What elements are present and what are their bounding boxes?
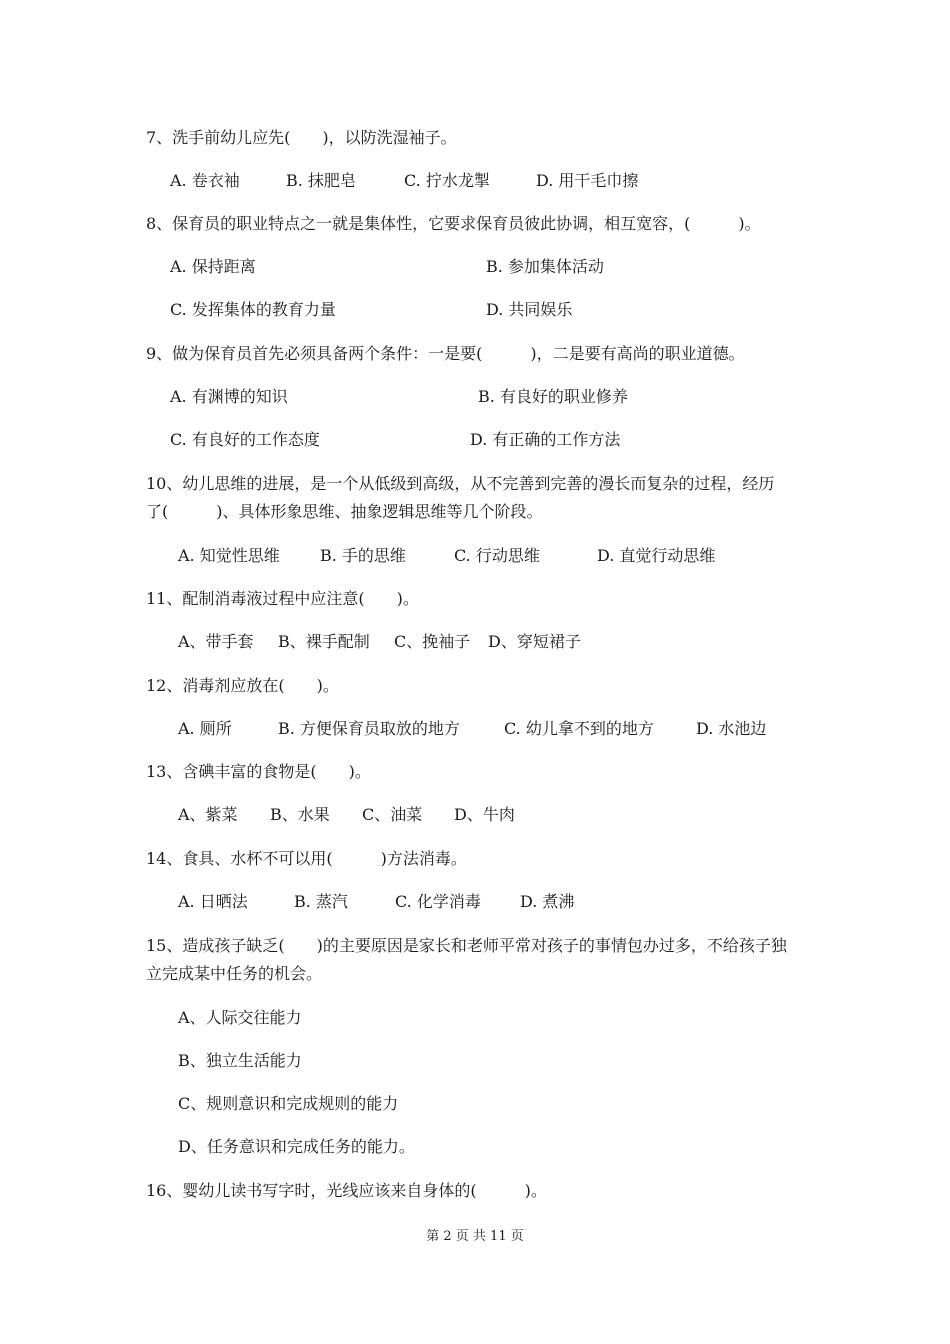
question-7-option-a: A. 卷衣袖 — [170, 171, 240, 190]
question-10-stem-line2: 了( )、具体形象思维、抽象逻辑思维等几个阶段。 — [146, 502, 543, 521]
question-7-option-b: B. 抹肥皂 — [286, 171, 356, 190]
question-9-option-a: A. 有渊博的知识 — [170, 387, 288, 406]
question-10-option-c: C. 行动思维 — [454, 546, 540, 565]
question-9-option-d: D. 有正确的工作方法 — [470, 430, 621, 449]
question-11-option-b: B、裸手配制 — [278, 632, 370, 651]
question-15-stem-line2: 立完成某中任务的机会。 — [146, 964, 323, 983]
question-12-option-b: B. 方便保育员取放的地方 — [278, 719, 460, 738]
question-10-option-b: B. 手的思维 — [320, 546, 406, 565]
question-10-option-d: D. 直觉行动思维 — [597, 546, 716, 565]
question-15-option-b: B、独立生活能力 — [178, 1051, 302, 1070]
question-9-option-b: B. 有良好的职业修养 — [478, 387, 628, 406]
question-9-option-c: C. 有良好的工作态度 — [170, 430, 320, 449]
question-8-option-d: D. 共同娱乐 — [486, 300, 573, 319]
question-12-option-a: A. 厕所 — [178, 719, 232, 738]
question-7-option-d: D. 用干毛巾擦 — [536, 171, 639, 190]
page-footer: 第 2 页 共 11 页 — [426, 1229, 524, 1244]
question-16-stem: 16、婴幼儿读书写字时，光线应该来自身体的( )。 — [146, 1181, 547, 1200]
question-7-stem: 7、洗手前幼儿应先( )，以防洗湿袖子。 — [146, 128, 457, 147]
question-15-stem-line1: 15、造成孩子缺乏( )的主要原因是家长和老师平常对孩子的事情包办过多，不给孩子独 — [146, 936, 787, 955]
question-13-option-c: C、油菜 — [362, 805, 423, 824]
question-14-option-a: A. 日晒法 — [178, 892, 248, 911]
question-8-option-a: A. 保持距离 — [170, 257, 256, 276]
question-10-option-a: A. 知觉性思维 — [178, 546, 280, 565]
question-11-stem: 11、配制消毒液过程中应注意( )。 — [146, 589, 419, 608]
question-7-option-c: C. 拧水龙掣 — [404, 171, 490, 190]
question-12-option-d: D. 水池边 — [696, 719, 767, 738]
question-13-option-b: B、水果 — [270, 805, 330, 824]
question-8-option-b: B. 参加集体活动 — [486, 257, 604, 276]
question-11-option-d: D、穿短裙子 — [488, 632, 581, 651]
question-11-option-c: C、挽袖子 — [394, 632, 471, 651]
question-15-option-d: D、任务意识和完成任务的能力。 — [178, 1137, 415, 1156]
question-9-stem: 9、做为保育员首先必须具备两个条件：一是要( )，二是要有高尚的职业道德。 — [146, 344, 745, 363]
question-13-stem: 13、含碘丰富的食物是( )。 — [146, 762, 371, 781]
question-15-option-c: C、规则意识和完成规则的能力 — [178, 1094, 399, 1113]
question-12-stem: 12、消毒剂应放在( )。 — [146, 676, 339, 695]
question-15-option-a: A、人际交往能力 — [178, 1008, 302, 1027]
question-14-option-d: D. 煮沸 — [520, 892, 575, 911]
question-8-option-c: C. 发挥集体的教育力量 — [170, 300, 336, 319]
question-14-stem: 14、食具、水杯不可以用( )方法消毒。 — [146, 849, 467, 868]
question-8-stem: 8、保育员的职业特点之一就是集体性，它要求保育员彼此协调，相互宽容，( )。 — [146, 214, 761, 233]
question-13-option-d: D、牛肉 — [454, 805, 515, 824]
question-12-option-c: C. 幼儿拿不到的地方 — [504, 719, 654, 738]
question-14-option-b: B. 蒸汽 — [294, 892, 348, 911]
question-13-option-a: A、紫菜 — [178, 805, 238, 824]
question-11-option-a: A、带手套 — [178, 632, 254, 651]
question-14-option-c: C. 化学消毒 — [395, 892, 481, 911]
question-10-stem-line1: 10、幼儿思维的进展，是一个从低级到高级，从不完善到完善的漫长而复杂的过程，经历 — [146, 474, 775, 493]
